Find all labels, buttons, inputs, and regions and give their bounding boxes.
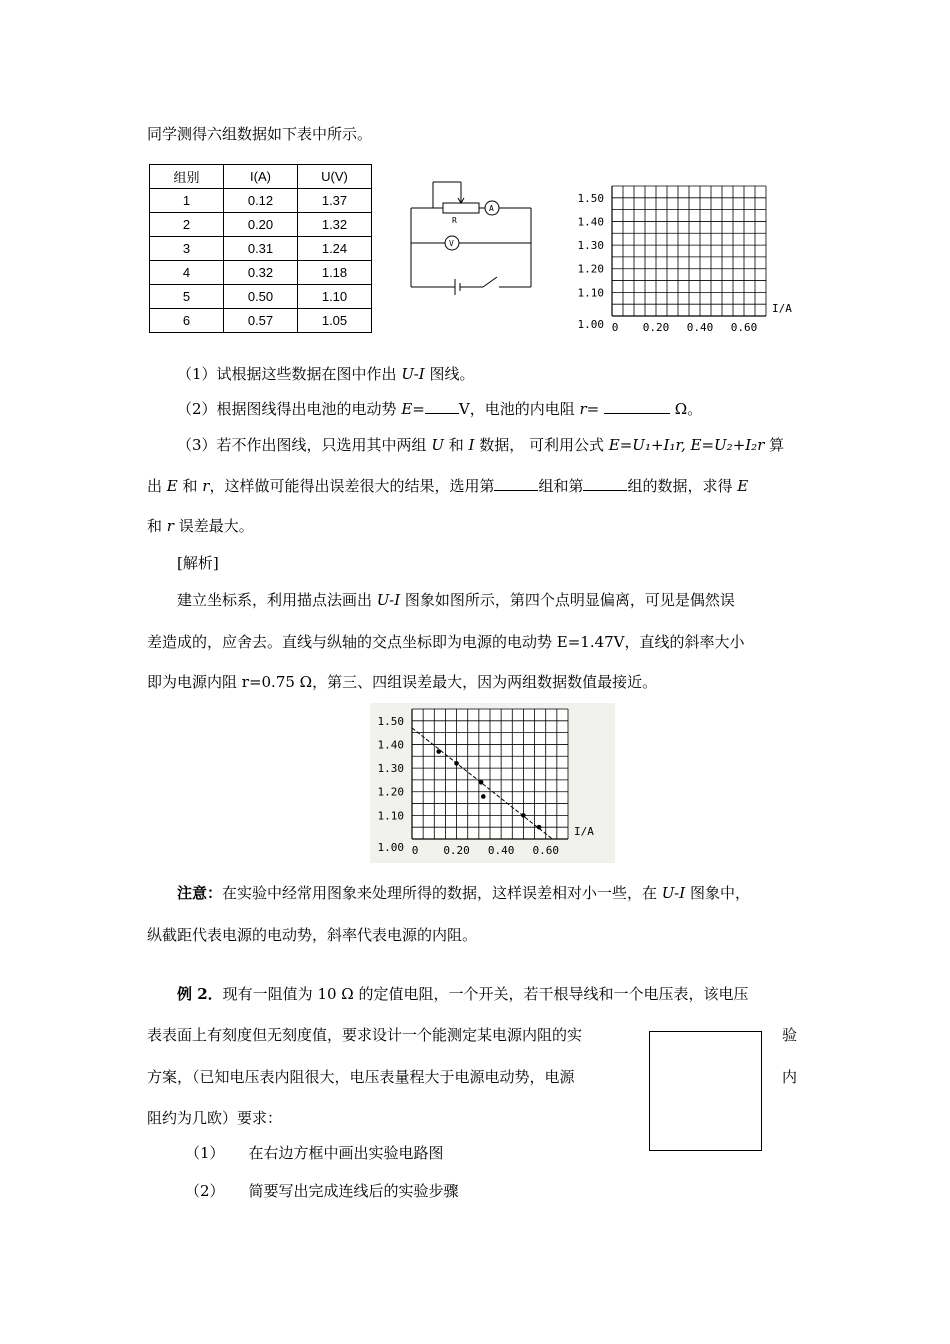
- question-3-line-1: （3）若不作出图线，只选用其中两组 U 和 I 数据， 可利用公式 E=U₁+I₁r, E=U₂+I₂r 算: [177, 436, 785, 454]
- example-2-line-3: 方案，（已知电压表内阻很大，电压表量程大于电源电动势，电源: [147, 1068, 575, 1086]
- question-2: （2）根据图线得出电池的电动势 E= V，电池的内电阻 r= Ω。: [177, 400, 703, 418]
- table-cell: 1.37: [298, 189, 372, 213]
- example-2-line-2: 表表面上有刻度但无刻度值，要求设计一个能测定某电源内阻的实: [147, 1026, 583, 1044]
- table-cell: 0.32: [224, 261, 298, 285]
- note-line-2: 纵截距代表电源的电动势，斜率代表电源的内阻。: [147, 926, 478, 944]
- y-tick-label: 1.20: [577, 262, 604, 276]
- switch-icon: [483, 277, 497, 287]
- table-cell: 0.20: [224, 213, 298, 237]
- x-axis-label: I/A: [574, 825, 594, 838]
- table-cell: 5: [150, 285, 224, 309]
- table-cell: 1.24: [298, 237, 372, 261]
- table-cell: 0.12: [224, 189, 298, 213]
- table-cell: 3: [150, 237, 224, 261]
- data-point: [454, 761, 459, 766]
- table-row: [150, 261, 372, 285]
- solution-ui-chart: [370, 703, 615, 863]
- empty-ui-chart: [568, 180, 808, 340]
- example-2-line-4: 阻约为几欧）要求：: [147, 1109, 283, 1127]
- example-2-line-2-right: 验: [782, 1026, 798, 1044]
- example-2-item-1: （1） 在右边方框中画出实验电路图: [185, 1144, 444, 1162]
- table-cell: 1.10: [298, 285, 372, 309]
- emf-blank[interactable]: [425, 399, 459, 414]
- analysis-line-1: 建立坐标系，利用描点法画出 U-I 图象如图所示，第四个点明显偏离，可见是偶然误: [177, 591, 735, 609]
- table-cell: 1.05: [298, 309, 372, 333]
- table-cell: 0.57: [224, 309, 298, 333]
- circuit-diagram: [405, 178, 540, 298]
- table-row: [150, 213, 372, 237]
- y-tick-label: 1.50: [377, 714, 404, 728]
- x-tick-label: 0: [411, 844, 419, 857]
- table-row: [150, 285, 372, 309]
- data-point: [481, 794, 486, 799]
- example-2-line-1: 例 2．现有一阻值为 10 Ω 的定值电阻，一个开关，若干根导线和一个电压表，该电压: [177, 985, 749, 1003]
- voltmeter-label: V: [449, 239, 454, 248]
- y-tick-label: 1.10: [577, 286, 604, 300]
- table-header-row: [150, 165, 372, 189]
- table-cell: 4: [150, 261, 224, 285]
- x-tick-label: 0.40: [487, 844, 515, 857]
- data-point: [537, 825, 542, 830]
- table-cell: 0.50: [224, 285, 298, 309]
- table-row: [150, 237, 372, 261]
- example-2-line-3-right: 内: [782, 1068, 798, 1086]
- data-point: [521, 813, 526, 818]
- rheostat-label: R: [452, 216, 457, 225]
- data-point: [479, 780, 484, 785]
- question-3-line-3: 和 r 误差最大。: [147, 517, 254, 535]
- analysis-line-3: 即为电源内阻 r=0.75 Ω，第三、四组误差最大，因为两组数据数值最接近。: [147, 673, 658, 691]
- x-tick-label: 0.60: [730, 321, 758, 334]
- rheostat-icon: [443, 203, 479, 213]
- data-table: [149, 164, 372, 333]
- y-tick-label: 1.30: [577, 239, 604, 253]
- group-blank-2[interactable]: [583, 476, 627, 491]
- x-tick-label: 0.20: [443, 844, 470, 857]
- table-header: 组别: [150, 165, 224, 189]
- resistance-blank[interactable]: [604, 399, 670, 414]
- y-tick-label: 1.20: [377, 785, 404, 799]
- y-tick-label: 1.00: [377, 841, 404, 854]
- table-header: U(V): [298, 165, 372, 189]
- note-line-1: 注意：在实验中经常用图象来处理所得的数据，这样误差相对小一些，在 U-I 图象中，: [177, 884, 750, 902]
- table-cell: 2: [150, 213, 224, 237]
- y-tick-label: 1.30: [377, 762, 404, 776]
- group-blank-1[interactable]: [494, 476, 538, 491]
- x-axis-label: I/A: [772, 302, 792, 315]
- x-tick-label: 0.40: [686, 321, 714, 334]
- table-row: [150, 189, 372, 213]
- table-cell: 0.31: [224, 237, 298, 261]
- table-header: I(A): [224, 165, 298, 189]
- table-cell: 1: [150, 189, 224, 213]
- intro-text: 同学测得六组数据如下表中所示。: [147, 125, 373, 143]
- y-tick-label: 1.10: [377, 809, 404, 823]
- analysis-title: [解析]: [177, 554, 219, 572]
- ammeter-label: A: [489, 204, 494, 213]
- table-cell: 6: [150, 309, 224, 333]
- y-tick-label: 1.40: [577, 215, 604, 229]
- y-tick-label: 1.00: [577, 318, 604, 331]
- example-2-item-2: （2） 简要写出完成连线后的实验步骤: [185, 1182, 459, 1200]
- table-cell: 1.18: [298, 261, 372, 285]
- y-tick-label: 1.50: [577, 191, 604, 205]
- x-tick-label: 0: [611, 321, 619, 334]
- x-tick-label: 0.60: [532, 844, 559, 857]
- question-1: （1）试根据这些数据在图中作出 U-I 图线。: [177, 365, 475, 383]
- data-point: [436, 749, 441, 754]
- table-row: [150, 309, 372, 333]
- x-tick-label: 0.20: [642, 321, 670, 334]
- circuit-answer-box[interactable]: [649, 1031, 762, 1151]
- analysis-line-2: 差造成的，应舍去。直线与纵轴的交点坐标即为电源的电动势 E=1.47V，直线的斜率大小: [147, 633, 745, 651]
- table-cell: 1.32: [298, 213, 372, 237]
- y-tick-label: 1.40: [377, 738, 404, 752]
- question-3-line-2: 出 E 和 r，这样做可能得出误差很大的结果，选用第 组和第 组的数据，求得 E: [147, 477, 749, 495]
